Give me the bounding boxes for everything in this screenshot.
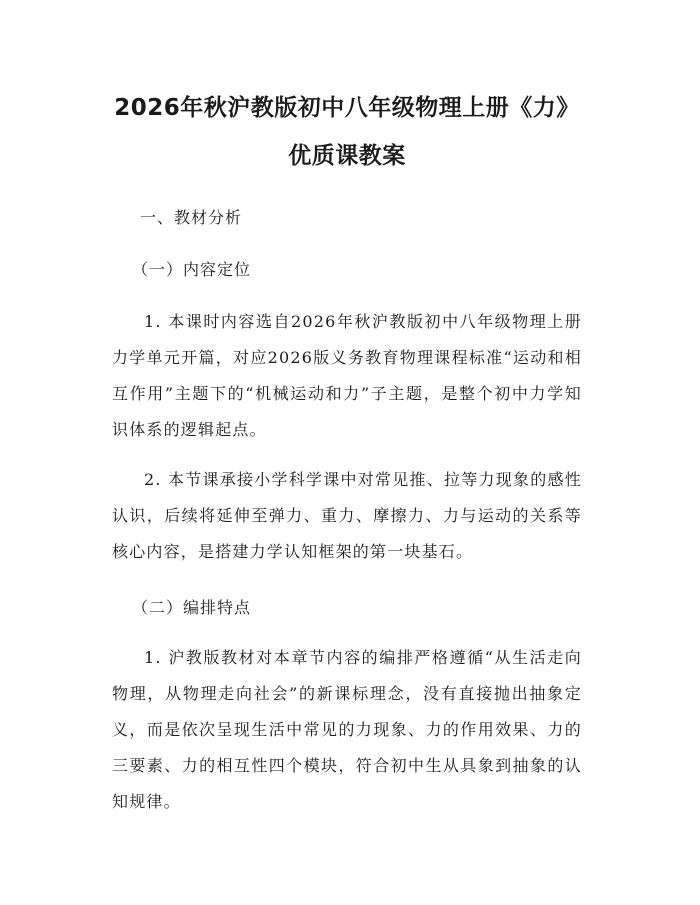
subsection-heading-content-positioning: （一）内容定位 (132, 260, 252, 279)
section-heading-textbook-analysis: 一、教材分析 (140, 208, 243, 227)
paragraph-content-positioning-1: 1. 本课时内容选自2026年秋沪教版初中八年级物理上册力学单元开篇，对应2026版义务教育物理课程标准“运动和相互作用”主题下的“机械运动和力”子主题，是整个初中力学知识体系的逻辑起点。 (112, 312, 582, 439)
title-line-2: 优质课教案 (288, 143, 406, 169)
subsection-heading-arrangement-features: （二）编排特点 (132, 598, 252, 617)
paragraph-content-positioning-2: 2. 本节课承接小学科学课中对常见推、拉等力现象的感性认识，后续将延伸至弹力、重力、摩擦力、力与运动的关系等核心内容，是搭建力学认知框架的第一块基石。 (112, 470, 582, 561)
document-title (112, 84, 582, 180)
title-line-1: 2026年秋沪教版初中八年级物理上册《力》 (114, 95, 580, 121)
paragraph-arrangement-features-1: 1. 沪教版教材对本章节内容的编排严格遵循“从生活走向物理，从物理走向社会”的新课标理念，没有直接抛出抽象定义，而是依次呈现生活中常见的力现象、力的作用效果、力的三要素、力的相互性四个模块，符合初中生从具象到抽象的认知规律。 (112, 648, 582, 811)
